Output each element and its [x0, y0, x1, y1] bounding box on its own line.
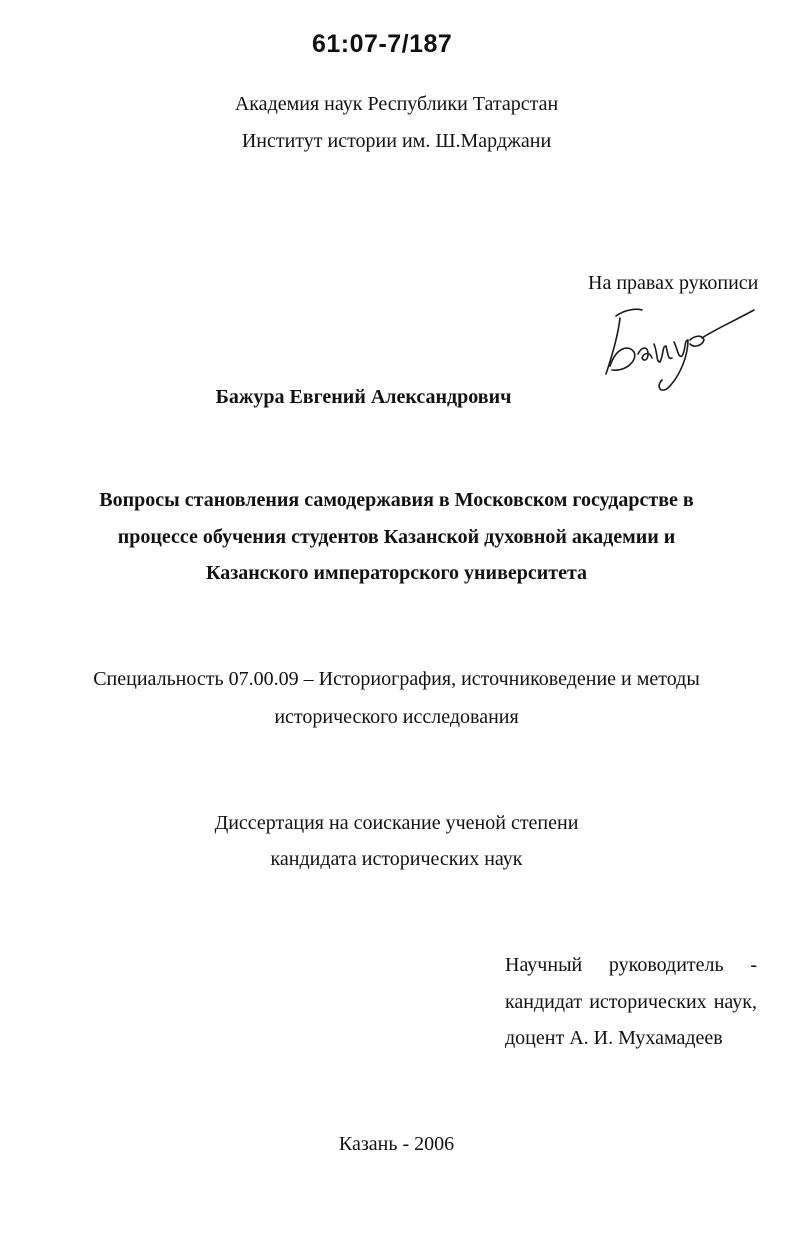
specialty-line: исторического исследования — [274, 706, 519, 728]
title-line: Казанского императорского университета — [205, 562, 588, 584]
advisor-line: кандидат исторических наук, — [505, 991, 757, 1013]
title-line: Вопросы становления самодержавия в Московском государстве в — [99, 489, 694, 511]
degree-line: кандидата исторических наук — [270, 848, 523, 870]
specialty-line: Специальность 07.00.09 – Историография, источниковедение и методы — [93, 668, 700, 690]
author-name: Бажура Евгений Александрович — [215, 386, 512, 408]
advisor-line: доцент А. И. Мухамадеев — [505, 1027, 723, 1049]
degree-line: Диссертация на соискание ученой степени — [214, 812, 579, 834]
registration-code: 61:07-7/187 — [312, 30, 453, 58]
handwritten-signature — [598, 296, 758, 396]
advisor-line: Научный руководитель - — [505, 954, 757, 976]
title-line: процессе обучения студентов Казанской духовной академии и — [117, 526, 676, 548]
manuscript-note: На правах рукописи — [588, 272, 759, 294]
city-year: Казань - 2006 — [338, 1133, 455, 1155]
institute-name: Институт истории им. Ш.Марджани — [241, 130, 552, 152]
academy-name: Академия наук Республики Татарстан — [234, 93, 559, 115]
